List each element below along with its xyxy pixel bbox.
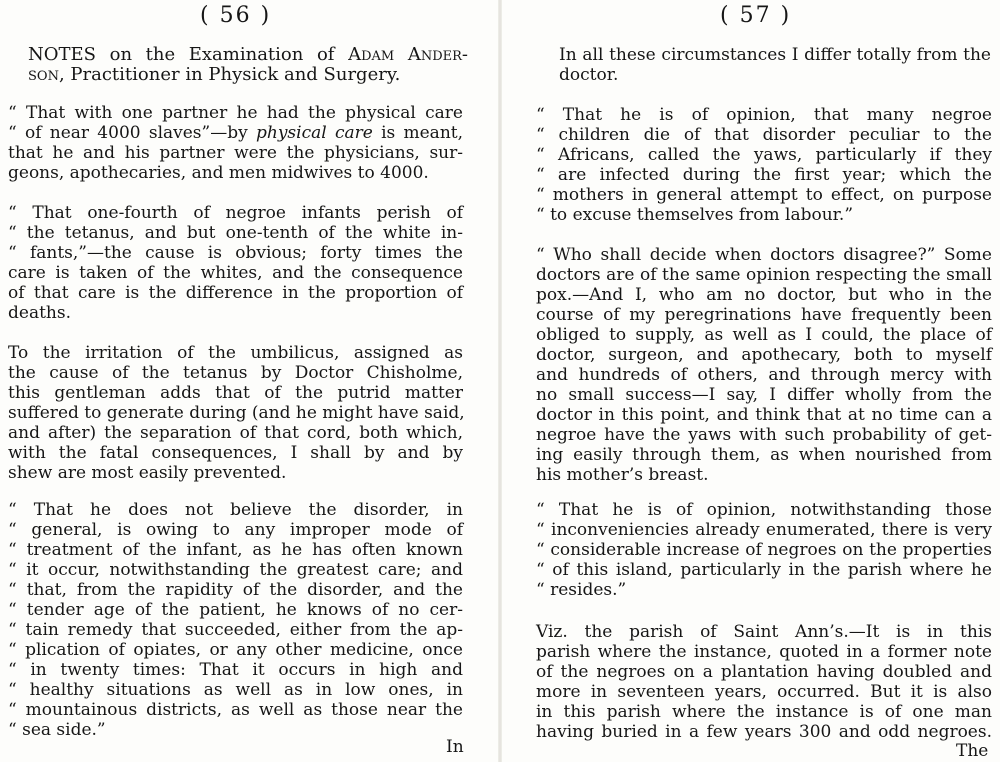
- text-line: “ mountainous districts, as well as those near the: [8, 700, 463, 720]
- text-line: “ fants,”—the cause is obvious; forty times the: [8, 243, 463, 263]
- text-line: “ are infected during the first year; which the: [536, 165, 992, 185]
- page-number: ( 56 ): [200, 3, 272, 28]
- paragraph-2: [8, 203, 463, 323]
- text-line: In all these circumstances I differ totally from the: [559, 45, 991, 65]
- paragraph-3: [8, 343, 463, 483]
- text-line: “ general, is owing to any improper mode of: [8, 520, 463, 540]
- text-line: “ That he is of opinion, that many negroe: [536, 105, 992, 125]
- text-line: “ the tetanus, and but one-tenth of the white in-: [8, 223, 463, 243]
- text-line: “ healthy situations as well as in low ones, in: [8, 680, 463, 700]
- text-line: “ considerable increase of negroes on the properties: [536, 540, 992, 560]
- text-line: pox.—And I, who am no doctor, but who in the: [536, 285, 992, 305]
- catchword: In: [446, 737, 464, 757]
- italic-phrase: physical care: [255, 123, 373, 143]
- text-line: To the irritation of the umbilicus, assigned as: [8, 343, 463, 363]
- text-line: “ it occur, notwithstanding the greatest care; and: [8, 560, 463, 580]
- text-line: that he and his partner were the physicians, sur-: [8, 143, 463, 163]
- text-line: “ plication of opiates, or any other medicine, once: [8, 640, 463, 660]
- text-line: this gentleman adds that of the putrid matter: [8, 383, 463, 403]
- paragraph-1: [559, 45, 991, 85]
- text-line: “ mothers in general attempt to effect, on purpose: [536, 185, 992, 205]
- paragraph-1: [8, 103, 463, 183]
- text-line: care is taken of the whites, and the consequence: [8, 263, 463, 283]
- text-line: with the fatal consequences, I shall by and by: [8, 443, 463, 463]
- text-line: of the negroes on a plantation having doubled and: [536, 662, 992, 682]
- text-line: shew are most easily prevented.: [8, 463, 287, 483]
- page-number: ( 57 ): [720, 3, 792, 28]
- text-line: “ tain remedy that succeeded, either from the ap-: [8, 620, 463, 640]
- text-line: doctor.: [559, 65, 619, 85]
- text-line: “ in twenty times: That it occurs in high and: [8, 660, 463, 680]
- paragraph-4: [536, 500, 992, 600]
- text-line: more in seventeen years, occurred. But it is also: [536, 682, 992, 702]
- text-line: doctor in this point, and think that at no time can a: [536, 405, 992, 425]
- text-line: “ That he does not believe the disorder, in: [8, 500, 463, 520]
- paragraph-3: [536, 245, 992, 485]
- right-page: [500, 0, 1000, 762]
- text-line: no small success—I say, I differ wholly from the: [536, 385, 992, 405]
- text-line: “ inconveniencies already enumerated, there is very: [536, 520, 992, 540]
- text-line: “ Who shall decide when doctors disagree?” Some: [536, 245, 992, 265]
- text-line: having buried in a few years 300 and odd negroes.: [536, 722, 992, 742]
- text-line: and hundreds of others, and through mercy with: [536, 365, 992, 385]
- text-line: “ That with one partner he had the physical care: [8, 103, 463, 123]
- author-name: Adam Ander-: [348, 44, 469, 65]
- text-line: Viz. the parish of Saint Ann’s.—It is in this: [536, 622, 992, 642]
- text-line: “ of near 4000 slaves”—by physical care is meant,: [8, 123, 464, 143]
- author-name-cont: son: [28, 64, 59, 85]
- text-line: doctors are of the same opinion respecting the small: [536, 265, 992, 285]
- paragraph-4: [8, 500, 463, 740]
- text-line: “ to excuse themselves from labour.”: [536, 205, 854, 225]
- text-line: course of my peregrinations have frequently been: [536, 305, 992, 325]
- text-line: ing easily through them, as when nourished from: [536, 445, 992, 465]
- text-line: of that care is the difference in the proportion of: [8, 283, 463, 303]
- text-line: and after) the separation of that cord, both which,: [8, 423, 463, 443]
- text-line: “ treatment of the infant, as he has often known: [8, 540, 463, 560]
- text-line: “ sea side.”: [8, 720, 106, 740]
- text-line: his mother’s breast.: [536, 465, 709, 485]
- text-line: “ Africans, called the yaws, particularly if they: [536, 145, 992, 165]
- text-line: geons, apothecaries, and men midwives to 4000.: [8, 163, 429, 183]
- paragraph-5: [536, 622, 992, 742]
- text-line: “ That one-fourth of negroe infants perish of: [8, 203, 463, 223]
- paragraph-2: [536, 105, 992, 225]
- text-line: suffered to generate during (and he might have said,: [8, 403, 465, 423]
- text-line: in this parish where the instance is of one man: [536, 702, 992, 722]
- text-line: “ resides.”: [536, 580, 627, 600]
- text-line: obliged to supply, as well as I could, the place of: [536, 325, 992, 345]
- heading: [28, 45, 468, 85]
- text-line: negroe have the yaws with such probability of get-: [536, 425, 992, 445]
- catchword: The: [956, 741, 989, 761]
- heading-text-cont: , Practitioner in Physick and Surgery.: [58, 64, 401, 85]
- text-line: “ children die of that disorder peculiar to the: [536, 125, 992, 145]
- text-line: “ that, from the rapidity of the disorder, and the: [8, 580, 463, 600]
- text-line: parish where the instance, quoted in a former note: [536, 642, 992, 662]
- text-line: deaths.: [8, 303, 71, 323]
- text-line: “ tender age of the patient, he knows of no cer-: [8, 600, 463, 620]
- text-line: doctor, surgeon, and apothecary, both to myself: [536, 345, 992, 365]
- text-line: “ That he is of opinion, notwithstanding those: [536, 500, 992, 520]
- text-line: “ of this island, particularly in the parish where he: [536, 560, 992, 580]
- text-line: the cause of the tetanus by Doctor Chisholme,: [8, 363, 463, 383]
- heading-text: NOTES on the Examination of: [28, 44, 349, 65]
